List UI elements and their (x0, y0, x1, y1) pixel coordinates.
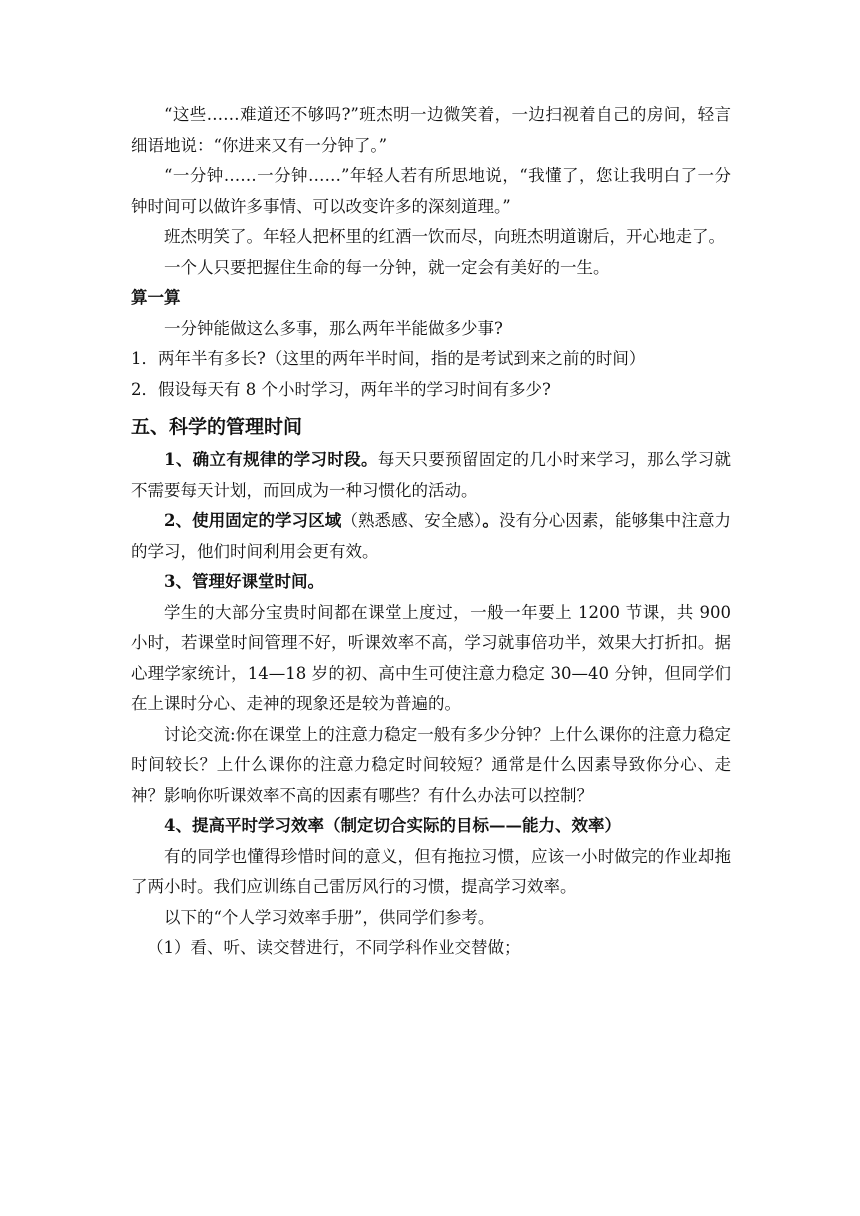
item-4-title: 4、提高平时学习效率（制定切合实际的目标——能力、效率） (164, 816, 621, 835)
item-1-title: 1、确立有规律的学习时段。 (164, 450, 378, 469)
story-paragraph-2: “一分钟……一分钟……”年轻人若有所思地说，“我懂了，您让我明白了一分钟时间可以做许多事情、可以改变许多的深刻道理。” (131, 166, 731, 216)
story-paragraph-1: “这些……难道还不够吗?”班杰明一边微笑着，一边扫视着自己的房间，轻言细语地说：“你进来又有一分钟了。” (131, 105, 731, 155)
handbook-intro: 以下的“个人学习效率手册”，供同学们参考。 (164, 907, 495, 927)
item-1-text: 每天只要预留固定的几小时来学习，那么学习就不需要每天计划，而回成为一种习惯化的活动。 (131, 450, 732, 500)
item-2-text: 没有分心因素，能够集中注意力的学习，他们时间利用会更有效。 (131, 511, 732, 561)
item-2-paren: （熟悉感、安全感） (341, 511, 483, 530)
document-page (131, 100, 731, 964)
calc-question-1: 1．两年半有多长?（这里的两年半时间，指的是考试到来之前的时间） (131, 349, 646, 368)
calc-title: 算一算 (131, 288, 181, 307)
item-2-title-end: 。 (482, 511, 499, 530)
story-paragraph-3: 班杰明笑了。年轻人把杯里的红酒一饮而尽，向班杰明道谢后，开心地走了。 (164, 227, 725, 246)
item-3-paragraph: 学生的大部分宝贵时间都在课堂上度过，一般一年要上 1200 节课，共 900 小时，若课堂时间管理不好，听课效率不高，学习就事倍功半，效果大打折扣。据心理学家统计，14—18 岁的初、高中生可使注意力稳定 30—40 分钟，但同学们在上课时分心、走神的现象还是较为普遍的。 (131, 602, 731, 713)
calc-intro: 一分钟能做这么多事，那么两年半能做多少事? (164, 318, 503, 338)
handbook-item-1: （1）看、听、读交替进行，不同学科作业交替做； (147, 938, 521, 957)
item-3-title: 3、管理好课堂时间。 (164, 572, 324, 591)
discussion-paragraph: 讨论交流:你在课堂上的注意力稳定一般有多少分钟？上什么课你的注意力稳定时间较长？上什么课你的注意力稳定时间较短？通常是什么因素导致你分心、走神？影响你听课效率不高的因素有哪些？有什么办法可以控制？ (131, 724, 731, 805)
section-heading: 五、科学的管理时间 (131, 416, 303, 438)
story-paragraph-4: 一个人只要把握住生命的每一分钟，就一定会有美好的一生。 (164, 257, 610, 277)
calc-question-2: 2．假设每天有 8 个小时学习，两年半的学习时间有多少? (131, 379, 551, 399)
item-4-paragraph: 有的同学也懂得珍惜时间的意义，但有拖拉习惯，应该一小时做完的作业却拖了两小时。我们应训练自己雷厉风行的习惯，提高学习效率。 (131, 846, 731, 896)
item-1-paragraph (131, 445, 731, 506)
item-2-title: 2、使用固定的学习区域 (164, 511, 342, 530)
item-2-paragraph (131, 506, 731, 567)
